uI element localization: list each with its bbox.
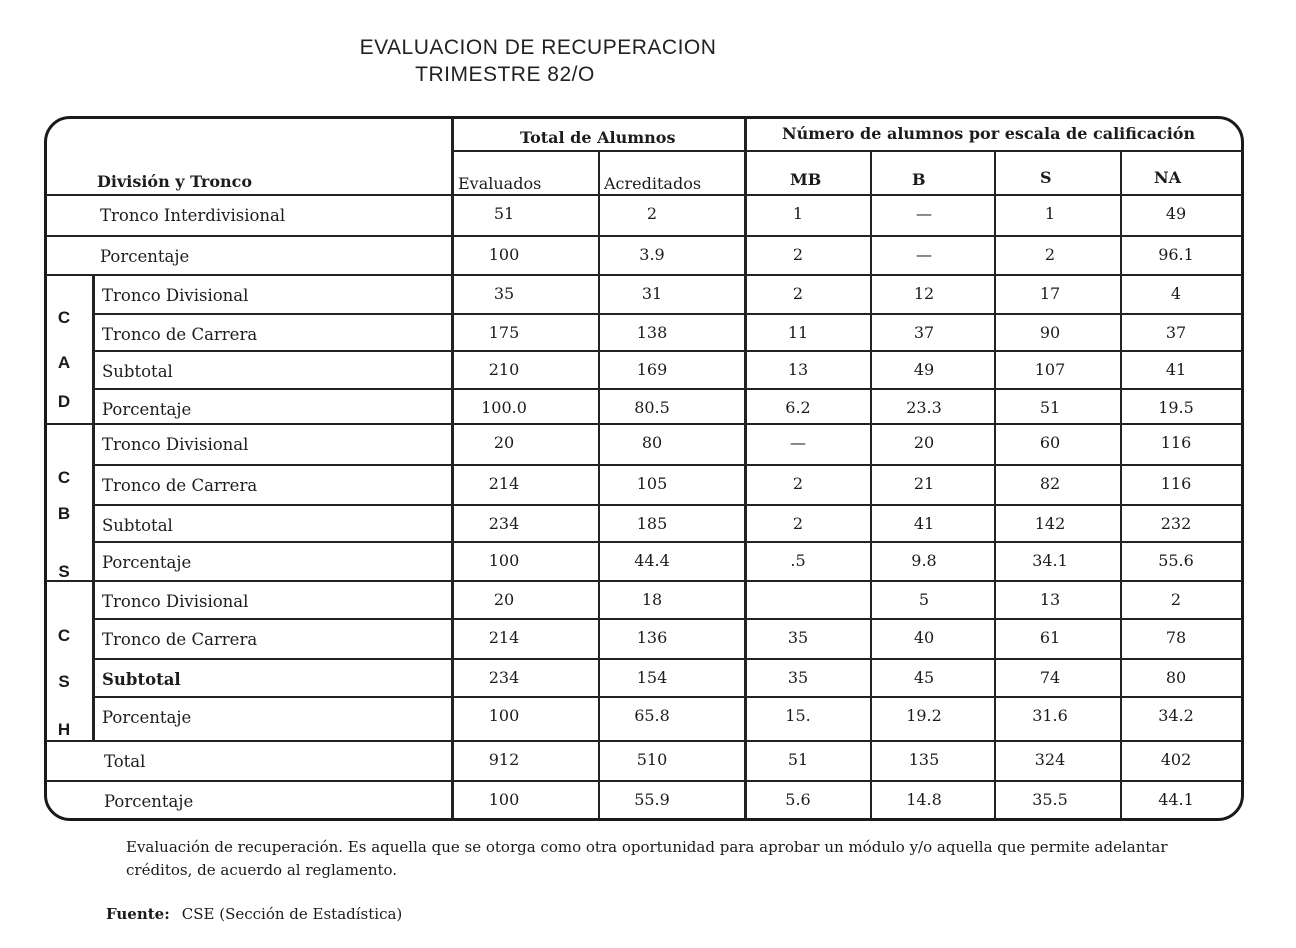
row-label: Tronco Divisional (102, 435, 249, 454)
group-letter: C (57, 468, 71, 487)
header-total-alumnos: Total de Alumnos (520, 128, 676, 147)
cell-na: 4 (1170, 284, 1182, 303)
row-label: Porcentaje (102, 708, 192, 727)
cell-b: 41 (913, 514, 935, 533)
source-line (106, 905, 402, 923)
cell-evaluados: 51 (493, 204, 515, 223)
cell-b: 9.8 (911, 551, 937, 570)
cell-s: 35.5 (1032, 790, 1068, 809)
row-label: Tronco de Carrera (102, 325, 258, 344)
cell-b: 135 (908, 750, 940, 769)
cell-evaluados: 35 (493, 284, 515, 303)
cell-evaluados: 100 (488, 551, 520, 570)
row-label: Tronco Divisional (102, 286, 249, 305)
group-letter: H (57, 720, 71, 739)
cell-acreditados: 18 (641, 590, 663, 609)
cell-b: 45 (913, 668, 935, 687)
row-divider (46, 235, 1242, 237)
cell-mb: 2 (792, 284, 804, 303)
cell-acreditados: 510 (636, 750, 668, 769)
cell-s: 17 (1039, 284, 1061, 303)
cell-s: 90 (1039, 323, 1061, 342)
cell-s: 142 (1034, 514, 1066, 533)
cell-mb: 6.2 (785, 398, 811, 417)
cell-b: 37 (913, 323, 935, 342)
row-divider (93, 313, 1242, 315)
row-divider (93, 350, 1242, 352)
cell-b: 19.2 (906, 706, 942, 725)
cell-evaluados: 234 (488, 514, 520, 533)
cell-mb: 35 (787, 628, 809, 647)
cell-mb: 5.6 (785, 790, 811, 809)
cell-mb: 2 (792, 474, 804, 493)
cell-b: 40 (913, 628, 935, 647)
cell-na: 49 (1165, 204, 1187, 223)
col-divider-b (994, 150, 996, 818)
cell-acreditados: 185 (636, 514, 668, 533)
cell-evaluados: 100 (488, 245, 520, 264)
row-label: Tronco Divisional (102, 592, 249, 611)
cell-acreditados: 2 (646, 204, 658, 223)
header-division-tronco: División y Tronco (97, 172, 253, 191)
row-divider (93, 388, 1242, 390)
cell-acreditados: 3.9 (639, 245, 665, 264)
row-divider (46, 580, 1242, 582)
col-divider-evaluados (598, 152, 600, 818)
cell-na: 402 (1160, 750, 1192, 769)
group-letter: C (57, 308, 71, 327)
cell-s: 1 (1044, 204, 1056, 223)
header-mb: MB (790, 170, 822, 189)
source-text: CSE (Sección de Estadística) (181, 905, 403, 923)
row-divider (93, 504, 1242, 506)
cell-evaluados: 175 (488, 323, 520, 342)
cell-b: 14.8 (906, 790, 942, 809)
cell-b: 21 (913, 474, 935, 493)
cell-na: 116 (1160, 433, 1192, 452)
cell-s: 61 (1039, 628, 1061, 647)
row-label: Subtotal (102, 362, 173, 381)
row-divider (93, 464, 1242, 466)
cell-acreditados: 80 (641, 433, 663, 452)
group-letter: S (58, 672, 70, 691)
cell-na: 37 (1165, 323, 1187, 342)
cell-na: 19.5 (1158, 398, 1194, 417)
cell-na: 41 (1165, 360, 1187, 379)
cell-s: 82 (1039, 474, 1061, 493)
header-b: B (912, 170, 926, 189)
cell-s: 107 (1034, 360, 1066, 379)
row-divider (46, 423, 1242, 425)
row-divider (46, 274, 1242, 276)
row-label: Porcentaje (102, 400, 192, 419)
cell-s: 13 (1039, 590, 1061, 609)
row-label: Subtotal (102, 670, 181, 689)
row-label: Tronco Interdivisional (100, 206, 286, 225)
cell-na: 2 (1170, 590, 1182, 609)
header-acreditados: Acreditados (604, 174, 702, 193)
cell-acreditados: 55.9 (634, 790, 670, 809)
cell-mb: 2 (792, 514, 804, 533)
cell-evaluados: 912 (488, 750, 520, 769)
page-subtitle: TRIMESTRE 82/O (415, 63, 595, 86)
row-divider (46, 780, 1242, 782)
row-label: Subtotal (102, 516, 173, 535)
cell-s: 51 (1039, 398, 1061, 417)
cell-b: — (916, 245, 932, 264)
page-title: EVALUACION DE RECUPERACION (359, 36, 717, 59)
row-label: Porcentaje (100, 247, 190, 266)
row-label: Tronco de Carrera (102, 630, 258, 649)
cell-evaluados: 210 (488, 360, 520, 379)
cell-mb: 15. (785, 706, 811, 725)
row-divider (93, 618, 1242, 620)
cell-mb: 51 (787, 750, 809, 769)
cell-acreditados: 105 (636, 474, 668, 493)
cell-na: 34.2 (1158, 706, 1194, 725)
col-divider-mb (870, 150, 872, 818)
cell-acreditados: 65.8 (634, 706, 670, 725)
cell-mb: 1 (792, 204, 804, 223)
cell-na: 116 (1160, 474, 1192, 493)
cell-acreditados: 154 (636, 668, 668, 687)
header-divider (452, 150, 1244, 152)
cell-evaluados: 214 (488, 474, 520, 493)
col-divider-division (451, 118, 454, 818)
group-letter: S (58, 562, 70, 581)
group-letter: B (57, 504, 71, 523)
cell-mb: 35 (787, 668, 809, 687)
cell-na: 232 (1160, 514, 1192, 533)
cell-evaluados: 100 (488, 790, 520, 809)
row-divider (93, 541, 1242, 543)
row-divider (46, 740, 1242, 742)
cell-na: 55.6 (1158, 551, 1194, 570)
cell-s: 60 (1039, 433, 1061, 452)
cell-acreditados: 44.4 (634, 551, 670, 570)
cell-s: 31.6 (1032, 706, 1068, 725)
footnote: Evaluación de recuperación. Es aquella que se otorga como otra oportunidad para aprobar un módulo y/o aquella que permite adelantar créditos, de acuerdo al reglamento. (126, 838, 1168, 879)
cell-evaluados: 234 (488, 668, 520, 687)
cell-evaluados: 100 (488, 706, 520, 725)
row-label: Total (104, 752, 146, 771)
row-label: Tronco de Carrera (102, 476, 258, 495)
cell-acreditados: 169 (636, 360, 668, 379)
col-divider-s (1120, 150, 1122, 818)
cell-na: 96.1 (1158, 245, 1194, 264)
row-label: Porcentaje (102, 553, 192, 572)
cell-na: 78 (1165, 628, 1187, 647)
group-letter: A (57, 353, 71, 372)
cell-mb: — (790, 433, 806, 452)
cell-b: 12 (913, 284, 935, 303)
cell-b: 5 (918, 590, 930, 609)
cell-s: 324 (1034, 750, 1066, 769)
group-letter: D (57, 392, 71, 411)
header-s: S (1040, 168, 1052, 187)
cell-na: 80 (1165, 668, 1187, 687)
header-escala: Número de alumnos por escala de calificación (782, 124, 1196, 143)
cell-mb: 2 (792, 245, 804, 264)
header-na: NA (1154, 168, 1182, 187)
cell-evaluados: 214 (488, 628, 520, 647)
cell-mb: .5 (790, 551, 806, 570)
cell-b: 20 (913, 433, 935, 452)
source-label: Fuente: (106, 905, 170, 923)
cell-b: — (916, 204, 932, 223)
cell-na: 44.1 (1158, 790, 1194, 809)
cell-mb: 11 (787, 323, 809, 342)
cell-s: 34.1 (1032, 551, 1068, 570)
row-divider (93, 696, 1242, 698)
cell-s: 74 (1039, 668, 1061, 687)
col-divider-groups (92, 274, 95, 740)
cell-evaluados: 20 (493, 433, 515, 452)
header-evaluados: Evaluados (458, 174, 542, 193)
header-bottom-rule (46, 194, 1242, 196)
cell-evaluados: 100.0 (481, 398, 527, 417)
cell-evaluados: 20 (493, 590, 515, 609)
cell-s: 2 (1044, 245, 1056, 264)
row-label: Porcentaje (104, 792, 194, 811)
cell-acreditados: 80.5 (634, 398, 670, 417)
cell-acreditados: 138 (636, 323, 668, 342)
cell-b: 23.3 (906, 398, 942, 417)
row-divider (93, 658, 1242, 660)
cell-acreditados: 136 (636, 628, 668, 647)
cell-acreditados: 31 (641, 284, 663, 303)
group-letter: C (57, 626, 71, 645)
col-divider-total (744, 118, 747, 818)
cell-b: 49 (913, 360, 935, 379)
cell-mb: 13 (787, 360, 809, 379)
